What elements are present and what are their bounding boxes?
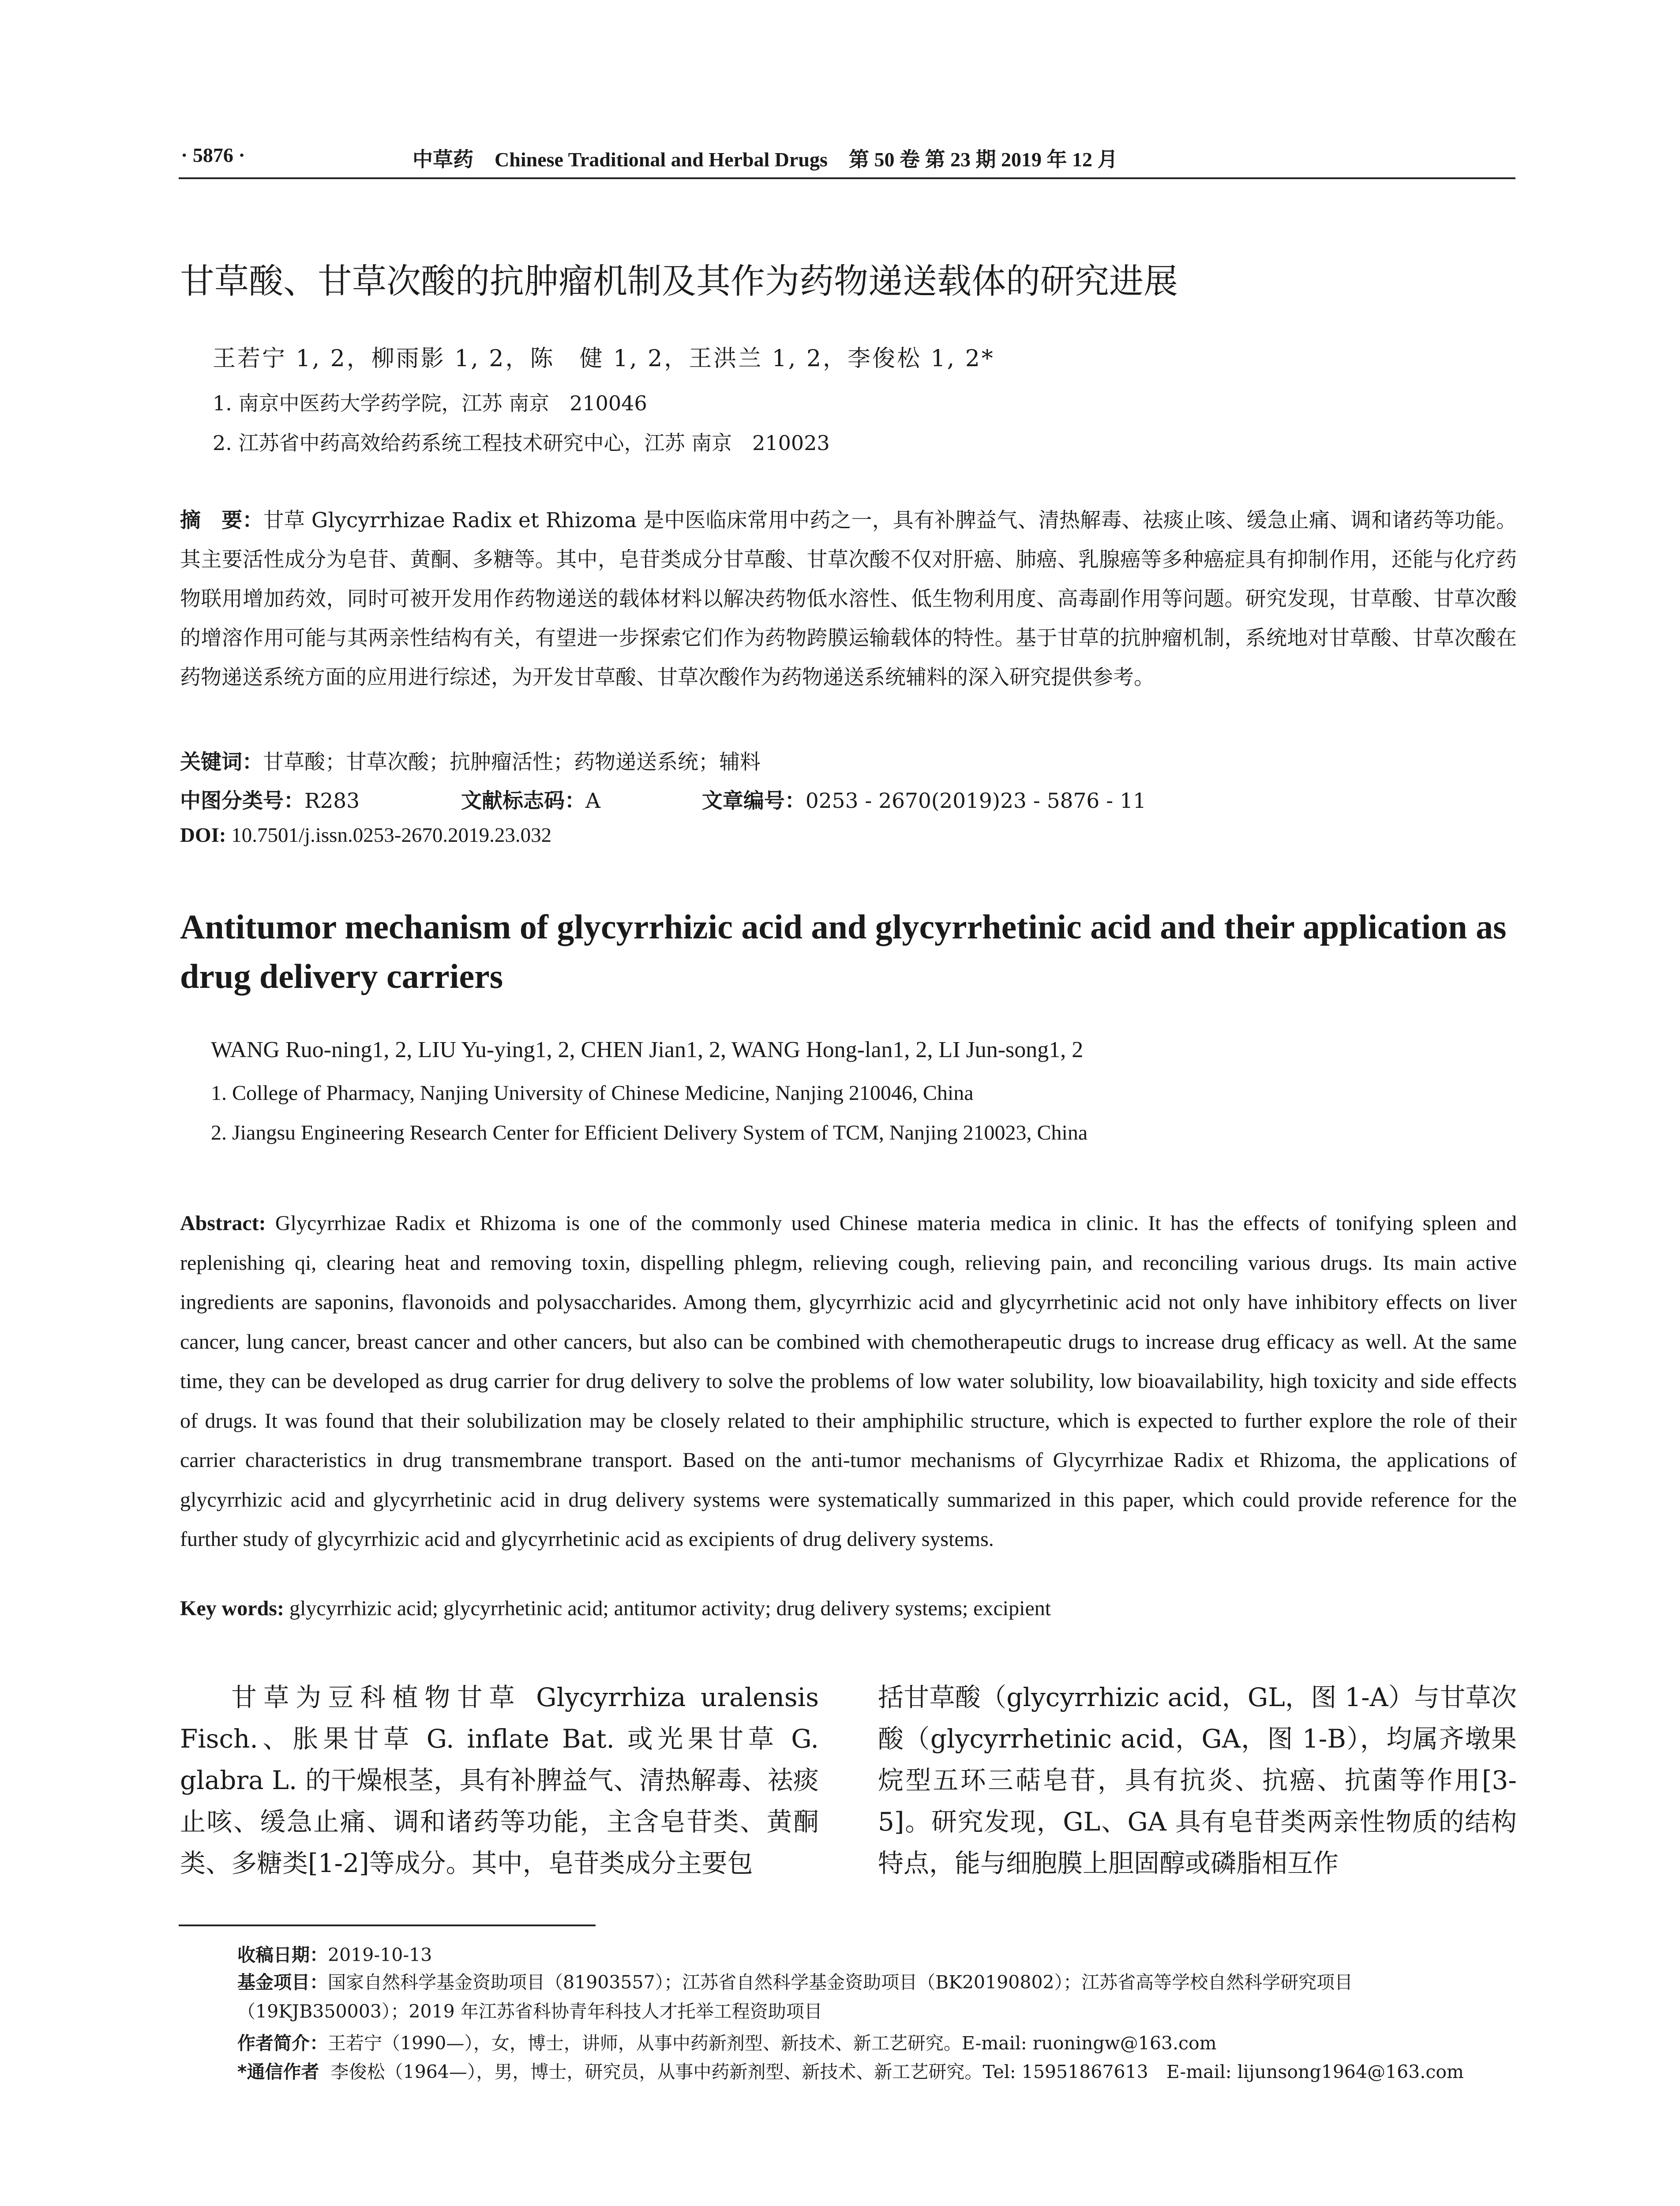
- body-right-column: 括甘草酸（glycyrrhizic acid，GL，图 1-A）与甘草次酸（glycyrrhetinic acid，GA，图 1-B），均属齐墩果烷型五环三萜皂苷，具有抗炎、抗癌、抗菌等作用[3-5]。研究发现，GL、GA 具有皂苷类两亲性物质的结构特点，能与细胞膜上胆固醇或磷脂相互作: [878, 1682, 1517, 1878]
- journal-name-en: Chinese Traditional and Herbal Drugs: [495, 148, 828, 171]
- doi-label: DOI:: [180, 824, 226, 847]
- keywords-chinese-text: 甘草酸；甘草次酸；抗肿瘤活性；药物递送系统；辅料: [263, 750, 761, 774]
- keywords-chinese: [180, 746, 761, 775]
- abstract-english-label: Abstract:: [180, 1212, 266, 1235]
- abstract-english-text: Glycyrrhizae Radix et Rhizoma is one of the commonly used Chinese materia medica in clinic. It has the effects of tonifying spleen and replenishing qi, clearing heat and removing toxin, dispelling phlegm, relieving cough, relieving pain, and reconciling various drugs. Its main active ingredients are saponins, flavonoids and polysaccharides. Among them, glycyrrhizic acid and glycyrrhetinic acid not only have inhibitory effects on liver cancer, lung cancer, breast cancer and other cancers, but also can be combined with chemotherapeutic drugs to increase drug efficacy as well. At the same time, they can be developed as drug carrier for drug delivery to solve the problems of low water solubility, low bioavailability, high toxicity and side effects of drugs. It was found that their solubilization may be closely related to their amphiphilic structure, which is expected to further explore the role of their carrier characteristics in drug transmembrane transport. Based on the anti-tumor mechanisms of Glycyrrhizae Radix et Rhizoma, the applications of glycyrrhizic acid and glycyrrhetinic acid in drug delivery systems were systematically summarized in this paper, which could provide reference for the further study of glycyrrhizic acid and glycyrrhetinic acid as excipients of drug delivery systems.: [180, 1212, 1517, 1551]
- keywords-english: [180, 1596, 1517, 1621]
- abstract-chinese-label: 摘 要：: [180, 508, 263, 533]
- body-left-column: 甘草为豆科植物甘草 Glycyrrhiza uralensis Fisch.、胀果甘草 G. inflate Bat. 或光果甘草 G. glabra L. 的干燥根茎，具有补脾益气、清热解毒、祛痰止咳、缓急止痛、调和诸药等功能，主含皂苷类、黄酮类、多糖类[1-2]等成分。其中，皂苷类成分主要包: [180, 1682, 819, 1878]
- author-bio-value: 王若宁（1990—），女，博士，讲师，从事中药新剂型、新技术、新工艺研究。E-mail: ruoningw@163.com: [328, 2033, 1217, 2054]
- author-bio-label: 作者简介：: [237, 2033, 328, 2054]
- footnote-funding: [237, 1968, 1517, 2026]
- page-number: · 5876 ·: [181, 144, 245, 166]
- journal-issue: 第 50 卷 第 23 期 2019 年 12 月: [848, 148, 1118, 171]
- clc-value: R283: [304, 789, 360, 813]
- corresponding-value: 李俊松（1964—），男，博士，研究员，从事中药新剂型、新技术、新工艺研究。Tel: 15951867613 E-mail: lijunsong1964@163.com: [330, 2061, 1464, 2082]
- affiliation-english-2: 2. Jiangsu Engineering Research Center for Efficient Delivery System of TCM, Nanjing 210023, China: [211, 1121, 1088, 1144]
- article-number-value: 0253 - 2670(2019)23 - 5876 - 11: [805, 789, 1146, 813]
- title-english: Antitumor mechanism of glycyrrhizic acid and glycyrrhetinic acid and their application as drug delivery carriers: [180, 908, 1507, 995]
- clc-label: 中图分类号：: [180, 789, 304, 813]
- footnote-corresponding: [237, 2057, 1517, 2086]
- authors-chinese: 王若宁 1, 2，柳雨影 1, 2，陈 健 1, 2，王洪兰 1, 2，李俊松 1, 2*: [213, 345, 995, 372]
- doi-row: [180, 823, 551, 847]
- corresponding-label: *通信作者: [237, 2061, 319, 2082]
- doi-value[interactable]: 10.7501/j.issn.0253-2670.2019.23.032: [231, 824, 552, 847]
- article-number-label: 文章编号：: [701, 789, 806, 813]
- affiliation-chinese-2: 2. 江苏省中药高效给药系统工程技术研究中心，江苏 南京 210023: [213, 431, 830, 455]
- keywords-english-text: glycyrrhizic acid; glycyrrhetinic acid; antitumor activity; drug delivery systems; excipient: [289, 1597, 1051, 1620]
- affiliation-english-1: 1. College of Pharmacy, Nanjing University of Chinese Medicine, Nanjing 210046, China: [211, 1081, 974, 1105]
- journal-name-cn: 中草药: [412, 148, 473, 171]
- abstract-english: [180, 1204, 1517, 1559]
- received-value: 2019-10-13: [328, 1944, 432, 1966]
- funding-value: 国家自然科学基金资助项目（81903557）；江苏省自然科学基金资助项目（BK20190802）；江苏省高等学校自然科学研究项目（19KJB350003）；2019 年江苏省科协青年科技人才托举工程资助项目: [237, 1972, 1353, 2022]
- footnote-rule: [179, 1925, 596, 1926]
- abstract-chinese: [180, 501, 1517, 697]
- funding-label: 基金项目：: [237, 1972, 328, 1993]
- authors-english: WANG Ruo-ning1, 2, LIU Yu-ying1, 2, CHEN Jian1, 2, WANG Hong-lan1, 2, LI Jun-song1, 2: [211, 1037, 1084, 1062]
- doc-code-label: 文献标志码：: [461, 789, 586, 813]
- affiliation-chinese-1: 1. 南京中医药大学药学院，江苏 南京 210046: [213, 391, 647, 415]
- title-chinese: 甘草酸、甘草次酸的抗肿瘤机制及其作为药物递送载体的研究进展: [180, 262, 1178, 301]
- footnote-received: [237, 1940, 1517, 1970]
- keywords-english-label: Key words:: [180, 1597, 284, 1620]
- footnote-author: [237, 2029, 1517, 2058]
- abstract-chinese-text: 甘草 Glycyrrhizae Radix et Rhizoma 是中医临床常用中药之一，具有补脾益气、清热解毒、祛痰止咳、缓急止痛、调和诸药等功能。其主要活性成分为皂苷、黄酮、多糖等。其中，皂苷类成分甘草酸、甘草次酸不仅对肝癌、肺癌、乳腺癌等多种癌症具有抑制作用，还能与化疗药物联用增加药效，同时可被开发用作药物递送的载体材料以解决药物低水溶性、低生物利用度、高毒副作用等问题。研究发现，甘草酸、甘草次酸的增溶作用可能与其两亲性结构有关，有望进一步探索它们作为药物跨膜运输载体的特性。基于甘草的抗肿瘤机制，系统地对甘草酸、甘草次酸在药物递送系统方面的应用进行综述，为开发甘草酸、甘草次酸作为药物递送系统辅料的深入研究提供参考。: [180, 508, 1517, 690]
- header-rule: [179, 177, 1515, 179]
- classification-row: [180, 784, 1146, 814]
- journal-header: [412, 143, 1118, 173]
- received-label: 收稿日期：: [237, 1944, 328, 1966]
- keywords-chinese-label: 关键词：: [180, 750, 263, 774]
- doc-code-value: A: [585, 789, 600, 813]
